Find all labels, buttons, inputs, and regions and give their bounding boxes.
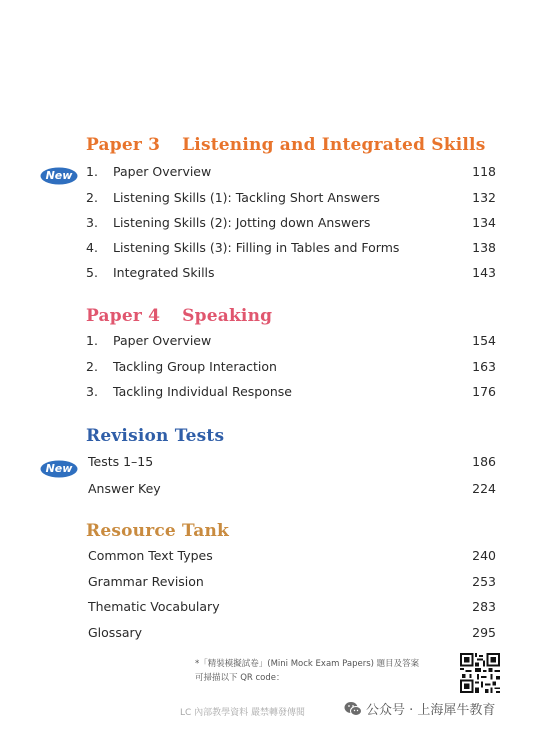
entry-label: Thematic Vocabulary [88, 599, 220, 614]
entry-page: 224 [472, 481, 496, 496]
entry-number: 3. [86, 215, 98, 230]
entry-page: 176 [472, 384, 496, 399]
toc-entry[interactable] [86, 546, 496, 566]
qr-code-icon[interactable] [460, 653, 500, 693]
watermark-text: 公众号 · 上海犀牛教育 [366, 703, 496, 718]
note-line-1: *「精裝模擬試卷」(Mini Mock Exam Papers) 題目及答案 [195, 659, 420, 669]
entry-page: 240 [472, 548, 496, 563]
toc-entry[interactable] [86, 572, 496, 592]
entry-page: 295 [472, 625, 496, 640]
entry-number: 3. [86, 384, 98, 399]
entry-page: 186 [472, 454, 496, 469]
new-badge [38, 165, 80, 187]
entry-page: 132 [472, 190, 496, 205]
toc-entry[interactable] [86, 623, 496, 643]
entry-number: 1. [86, 164, 98, 179]
toc-entry[interactable] [86, 213, 496, 233]
toc-entry[interactable] [86, 162, 496, 182]
toc-entry[interactable] [86, 331, 496, 351]
entry-page: 163 [472, 359, 496, 374]
section-prefix: Paper 3 [86, 135, 161, 155]
new-badge-label: New [45, 462, 73, 475]
new-badge [38, 458, 80, 480]
entry-page: 253 [472, 574, 496, 589]
toc-entry[interactable] [86, 263, 496, 283]
entry-page: 138 [472, 240, 496, 255]
entry-number: 4. [86, 240, 98, 255]
toc-entry[interactable] [86, 382, 496, 402]
entry-label: Glossary [88, 625, 143, 640]
section-title-revision-tests: Revision Tests [86, 426, 225, 446]
entry-page: 118 [472, 164, 496, 179]
entry-label: Listening Skills (2): Jotting down Answers [113, 215, 371, 230]
internal-use-notice: LC 內部教學資料 嚴禁轉發傳閱 [180, 708, 306, 718]
toc-entry[interactable] [86, 188, 496, 208]
entry-number: 2. [86, 190, 98, 205]
section-title-paper3 [86, 135, 485, 155]
toc-entry[interactable] [86, 238, 496, 258]
toc-entry[interactable] [86, 357, 496, 377]
section-title-paper4 [86, 306, 272, 326]
entry-label: Tackling Individual Response [113, 384, 292, 399]
entry-label: Tests 1–15 [88, 454, 154, 469]
section-title-resource-tank: Resource Tank [86, 521, 230, 541]
entry-label: Grammar Revision [88, 574, 204, 589]
watermark [344, 699, 495, 718]
toc-entry[interactable] [86, 479, 496, 499]
entry-page: 134 [472, 215, 496, 230]
entry-number: 5. [86, 265, 98, 280]
entry-label: Listening Skills (1): Tackling Short Answers [113, 190, 380, 205]
section-heading: Listening and Integrated Skills [182, 135, 486, 155]
toc-entry[interactable] [86, 597, 496, 617]
entry-label: Paper Overview [113, 164, 212, 179]
wechat-icon [344, 701, 362, 717]
section-heading: Speaking [182, 306, 273, 326]
section-prefix: Paper 4 [86, 306, 161, 326]
entry-number: 2. [86, 359, 98, 374]
entry-label: Tackling Group Interaction [113, 359, 277, 374]
entry-page: 143 [472, 265, 496, 280]
new-badge-label: New [45, 169, 73, 182]
entry-label: Answer Key [88, 481, 161, 496]
entry-page: 283 [472, 599, 496, 614]
entry-page: 154 [472, 333, 496, 348]
entry-label: Listening Skills (3): Filling in Tables and Forms [113, 240, 400, 255]
entry-number: 1. [86, 333, 98, 348]
entry-label: Common Text Types [88, 548, 213, 563]
note-line-2: 可掃描以下 QR code： [195, 673, 285, 683]
entry-label: Paper Overview [113, 333, 212, 348]
mock-paper-note [195, 657, 455, 685]
toc-entry[interactable] [86, 452, 496, 472]
entry-label: Integrated Skills [113, 265, 215, 280]
